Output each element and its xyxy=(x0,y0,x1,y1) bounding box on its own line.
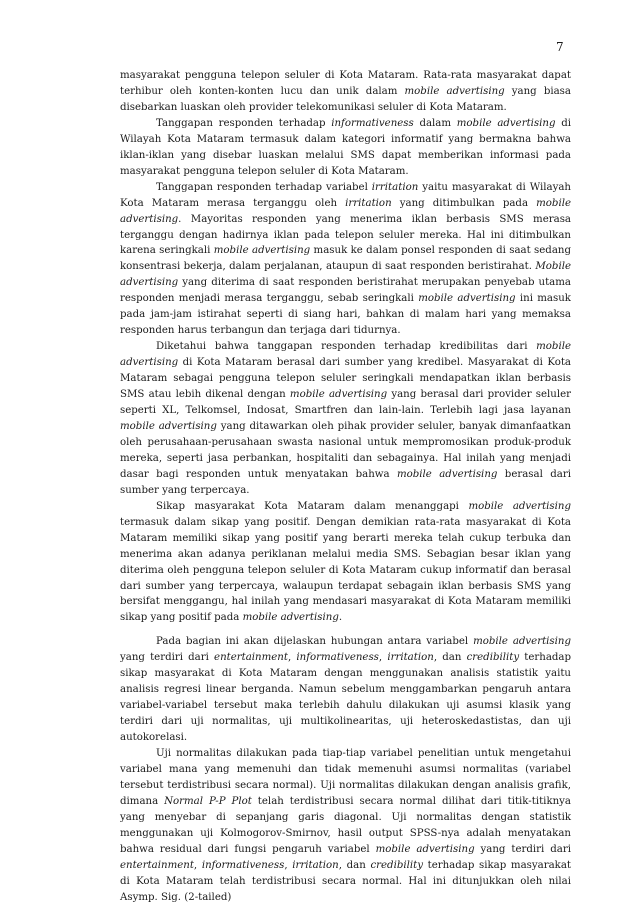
italic-term: informativeness xyxy=(201,859,285,871)
italic-term: mobile advertising xyxy=(242,612,339,624)
italic-term: mobile advertising xyxy=(120,420,217,432)
text-run: Uji normalitas dilakukan pada tiap-tiap variabel penelitian untuk mengetahui variabel mana yang memenuhi dan tidak memenuhi asumsi normalitas (variabel tersebut terdistribusi secara normal). Uji normalitas dilakukan dengan analisis grafik, dimana xyxy=(120,748,571,807)
italic-term: mobile advertising xyxy=(473,636,571,648)
italic-term: Normal P-P Plot xyxy=(164,795,252,807)
text-run: yang berasal dari provider seluler seperti XL, Telkomsel, Indosat, Smartfren dan lain-lain. Terlebih lagi jasa layanan xyxy=(120,389,571,417)
body-text xyxy=(120,68,571,906)
italic-term: irritation xyxy=(292,859,339,871)
text-run: termasuk dalam sikap yang positif. Dengan demikian rata-rata masyarakat di Kota Mataram memiliki sikap yang positif yang berarti mereka telah cukup terbuka dan menerima akan adanya periklanan melalui media SMS. Sebagian besar iklan yang diterima oleh pengguna telepon seluler di Kota Mataram cukup informatif dan berasal dari sumber yang terpercaya, walaupun terdapat sebagain iklan berbasis SMS yang bersifat menggangu, hal inilah yang mendasari masyarakat di Kota Mataram memiliki sikap yang positif pada xyxy=(120,516,571,624)
text-run: yang diterima di saat responden beristirahat merupakan penyebab utama responden menjadi merasa terganggu, sebab seringkali xyxy=(120,277,571,305)
italic-term: mobile advertising xyxy=(468,500,571,512)
text-run: Sikap masyarakat Kota Mataram dalam menanggapi xyxy=(156,500,469,512)
text-run: terhadap sikap masyarakat di Kota Mataram dengan menggunakan analisis statistik yaitu analisis regresi linear berganda. Namun sebelum menggambarkan pengaruh antara variabel-variabel tersebut maka terlebih dahulu dilakukan uji asumsi klasik yang terdiri dari uji normalitas, uji multikolinearitas, uji heteroskedastistas, dan uji autokorelasi. xyxy=(120,652,572,744)
italic-term: credibility xyxy=(466,652,520,664)
text-run: yang terdiri dari xyxy=(120,652,215,664)
text-run: yang terdiri dari xyxy=(474,843,571,855)
italic-term: informativeness xyxy=(331,117,414,129)
text-run: , dan xyxy=(433,652,467,664)
italic-term: mobile advertising xyxy=(404,85,505,97)
italic-term: mobile advertising xyxy=(289,389,388,401)
italic-term: entertainment xyxy=(120,859,194,871)
text-run: yang biasa disebarkan luaskan oleh provider telekomunikasi seluler di Kota Mataram. xyxy=(120,85,571,113)
italic-term: credibility xyxy=(370,859,423,871)
text-run: yang ditawarkan oleh pihak provider seluler, banyak dimanfaatkan oleh perusahaan-perusahaan swasta nasional untuk mempromosikan produk-produk mereka, seperti jasa perbankan, hospitaliti dan sebagainya. Hal inilah yang menjadi dasar bagi responden untuk menyatakan bahwa xyxy=(120,420,571,480)
text-run: masuk ke dalam ponsel responden di saat sedang konsentrasi bekerja, dalam perjalanan, ataupun di saat responden beristirahat. xyxy=(120,245,571,273)
italic-term: entertainment xyxy=(214,652,288,664)
italic-term: mobile advertising xyxy=(396,468,498,480)
text-run: ini masuk pada jam-jam istirahat seperti di siang hari, bahkan di malam hari yang memaksa responden harus terbangun dan terjaga dari tidurnya. xyxy=(120,293,571,337)
text-run: . Mayoritas responden yang menerima iklan berbasis SMS merasa terganggu dengan hadirnya iklan pada telepon seluler mereka. Hal ini ditimbulkan karena seringkali xyxy=(120,213,571,257)
paragraph xyxy=(120,634,571,746)
text-run: , xyxy=(287,652,297,664)
text-run: berasal dari sumber yang terpercaya. xyxy=(120,468,571,496)
text-run: terhadap sikap masyarakat di Kota Mataram telah terdistribusi secara normal. Hal ini ditunjukkan oleh nilai Asymp. Sig. (2-tailed) xyxy=(120,859,572,903)
text-run: , dan xyxy=(338,859,371,871)
text-run: dalam xyxy=(413,117,457,129)
italic-term: mobile advertising xyxy=(120,197,572,225)
italic-term: mobile advertising xyxy=(375,843,475,855)
text-run: Pada bagian ini akan dijelaskan hubungan antara variabel xyxy=(156,636,474,648)
text-run: , xyxy=(193,859,202,871)
text-run: . xyxy=(338,612,343,624)
italic-term: mobile advertising xyxy=(120,341,571,369)
text-run: , xyxy=(378,652,388,664)
text-run: di Wilayah Kota Mataram termasuk dalam kategori informatif yang bermakna bahwa iklan-iklan yang disebar luaskan melalui SMS dapat memberikan informasi pada masyarakat pengguna telepon seluler di Kota Mataram. xyxy=(120,117,571,177)
page-number: 7 xyxy=(556,40,564,54)
italic-term: informativeness xyxy=(296,652,379,664)
paragraph xyxy=(120,499,571,627)
italic-term: Mobile advertising xyxy=(120,261,571,289)
italic-term: mobile advertising xyxy=(213,245,311,257)
italic-term: irritation xyxy=(371,181,419,193)
text-run: yang ditimbulkan pada xyxy=(391,197,537,209)
text-run: Tanggapan responden terhadap xyxy=(156,117,332,129)
paragraph xyxy=(120,68,571,116)
italic-term: mobile advertising xyxy=(456,117,556,129)
text-run: di Kota Mataram berasal dari sumber yang kredibel. Masyarakat di Kota Mataram sebagai pengguna telepon seluler seringkali mendapatkan iklan berbasis SMS atau lebih dikenal dengan xyxy=(120,357,571,401)
text-run: yaitu masyarakat di Wilayah Kota Mataram merasa terganggu oleh xyxy=(120,181,571,209)
paragraph xyxy=(120,339,571,499)
italic-term: irritation xyxy=(345,197,392,209)
text-run: Tanggapan responden terhadap variabel xyxy=(156,181,372,193)
italic-term: irritation xyxy=(387,652,434,664)
text-run: Diketahui bahwa tanggapan responden terhadap kredibilitas dari xyxy=(156,341,537,353)
italic-term: mobile advertising xyxy=(418,293,516,305)
paragraph xyxy=(120,116,571,180)
text-run: masyarakat pengguna telepon seluler di Kota Mataram. Rata-rata masyarakat dapat terhibur oleh konten-konten lucu dan unik dalam xyxy=(120,70,571,97)
paragraph xyxy=(120,180,571,340)
text-run: telah terdistribusi secara normal dilihat dari titik-titiknya yang menyebar di sepanjang garis diagonal. Uji normalitas dengan statistik menggunakan uji Kolmogorov-Smirnov, hasil output SPSS-nya adalah menyatakan bahwa residual dari fungsi pengaruh variabel xyxy=(120,795,572,855)
paragraph xyxy=(120,746,571,906)
text-run: , xyxy=(284,859,293,871)
